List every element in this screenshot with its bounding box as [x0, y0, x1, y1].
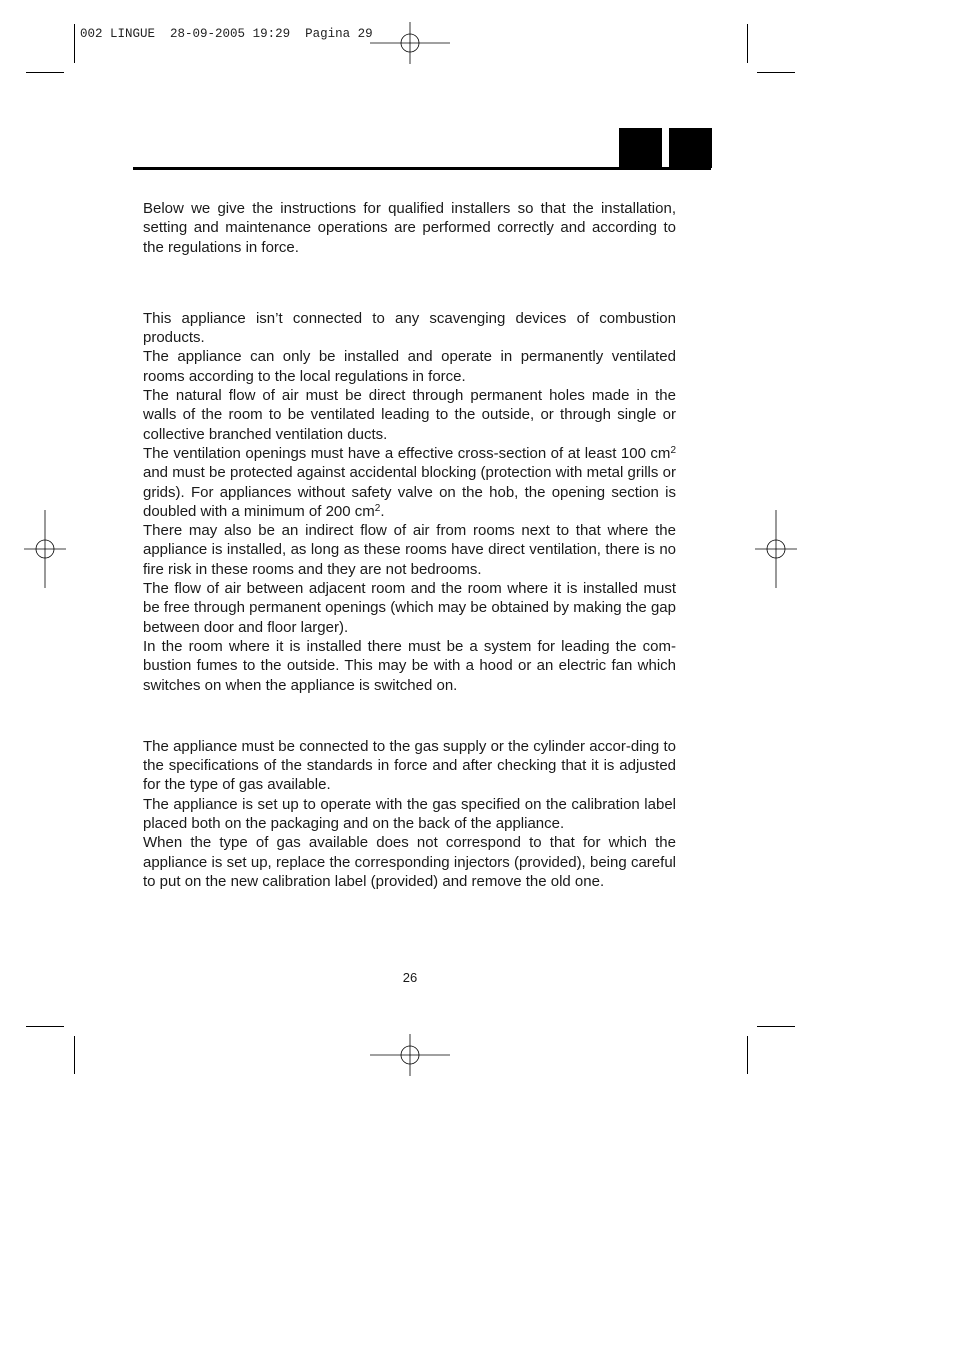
superscript-2: 2: [374, 502, 381, 514]
crop-mark-bottom-left-vertical: [74, 1036, 75, 1074]
crop-mark-top-left-vertical: [74, 24, 75, 63]
page-number: 26: [402, 970, 418, 985]
gas-paragraph-3: When the type of gas available does not correspond to that for which the appliance is set up, replace the corresponding injectors (provided), being careful to put on the new calibration label (provided) and remove the old one.: [143, 834, 676, 890]
ventilation-paragraph-4: [143, 444, 676, 521]
gas-paragraph-1: The appliance must be connected to the gas supply or the cylinder accor-ding to the specifications of the standards in force and after checking that it is adjusted for the type of gas available.: [143, 737, 676, 794]
registration-mark-top-icon: [370, 22, 450, 64]
crop-mark-bottom-left-horizontal: [26, 1026, 64, 1027]
ventilation-p4-part-c: .: [380, 502, 385, 520]
ventilation-paragraph-1: This appliance isn’t connected to any scavenging devices of combustion products.: [143, 309, 676, 347]
section-gap: [143, 695, 676, 737]
section-gap: [143, 257, 676, 309]
ventilation-paragraph-6: The flow of air between adjacent room and the room where it is installed must be free through permanent openings (which may be obtained by making the gap between door and floor larger).: [143, 580, 676, 636]
printer-slug: [80, 27, 373, 41]
crop-mark-top-right-vertical: [747, 24, 748, 63]
registration-mark-bottom-icon: [370, 1034, 450, 1076]
slug-file: 002 LINGUE: [80, 27, 156, 41]
registration-mark-right-icon: [755, 510, 797, 588]
gas-paragraph-2: The appliance is set up to operate with the gas specified on the calibration label placed both on the packaging and on the back of the appliance.: [143, 795, 676, 833]
slug-page-label: Pagina 29: [305, 27, 373, 41]
crop-mark-bottom-right-horizontal: [757, 1026, 795, 1027]
slug-date: 28-09-2005: [170, 27, 246, 41]
header-tab-left: [619, 128, 662, 168]
ventilation-p4-part-b: and must be protected against accidental blocking (protection with metal grills or grids). For appliances without safety valve on the hob, the opening section is doubled with a minimum of 200 cm: [143, 464, 676, 520]
crop-mark-top-right-horizontal: [757, 72, 795, 73]
crop-mark-top-left-horizontal: [26, 72, 64, 73]
ventilation-section: [143, 309, 676, 695]
intro-paragraph: Below we give the instructions for qualified installers so that the installation, setting and maintenance operations are performed correctly and according to the regulations in force.: [143, 200, 676, 256]
crop-mark-bottom-right-vertical: [747, 1036, 748, 1074]
header-tab-right: [669, 128, 712, 168]
ventilation-paragraph-7: In the room where it is installed there must be a system for leading the com-bustion fumes to the outside. This may be with a hood or an electric fan which switches on when the appliance is switched on.: [143, 637, 676, 694]
body-text: [143, 199, 676, 891]
ventilation-p4-part-a: The ventilation openings must have a effective cross-section of at least 100 cm: [143, 444, 671, 462]
superscript-2: 2: [670, 444, 676, 456]
slug-time: 19:29: [252, 27, 291, 41]
registration-mark-left-icon: [24, 510, 66, 588]
ventilation-paragraph-2: The appliance can only be installed and operate in permanently ventilated rooms according to the local regulations in force.: [143, 348, 676, 385]
gas-section: [143, 737, 676, 891]
ventilation-paragraph-5: There may also be an indirect flow of air from rooms next to that where the appliance is installed, as long as these rooms have direct ventilation, there is no fire risk in these rooms and they are not bedrooms.: [143, 522, 676, 578]
ventilation-paragraph-3: The natural flow of air must be direct through permanent holes made in the walls of the room to be ventilated leading to the outside, or through single or collective branched ventilation ducts.: [143, 387, 676, 443]
